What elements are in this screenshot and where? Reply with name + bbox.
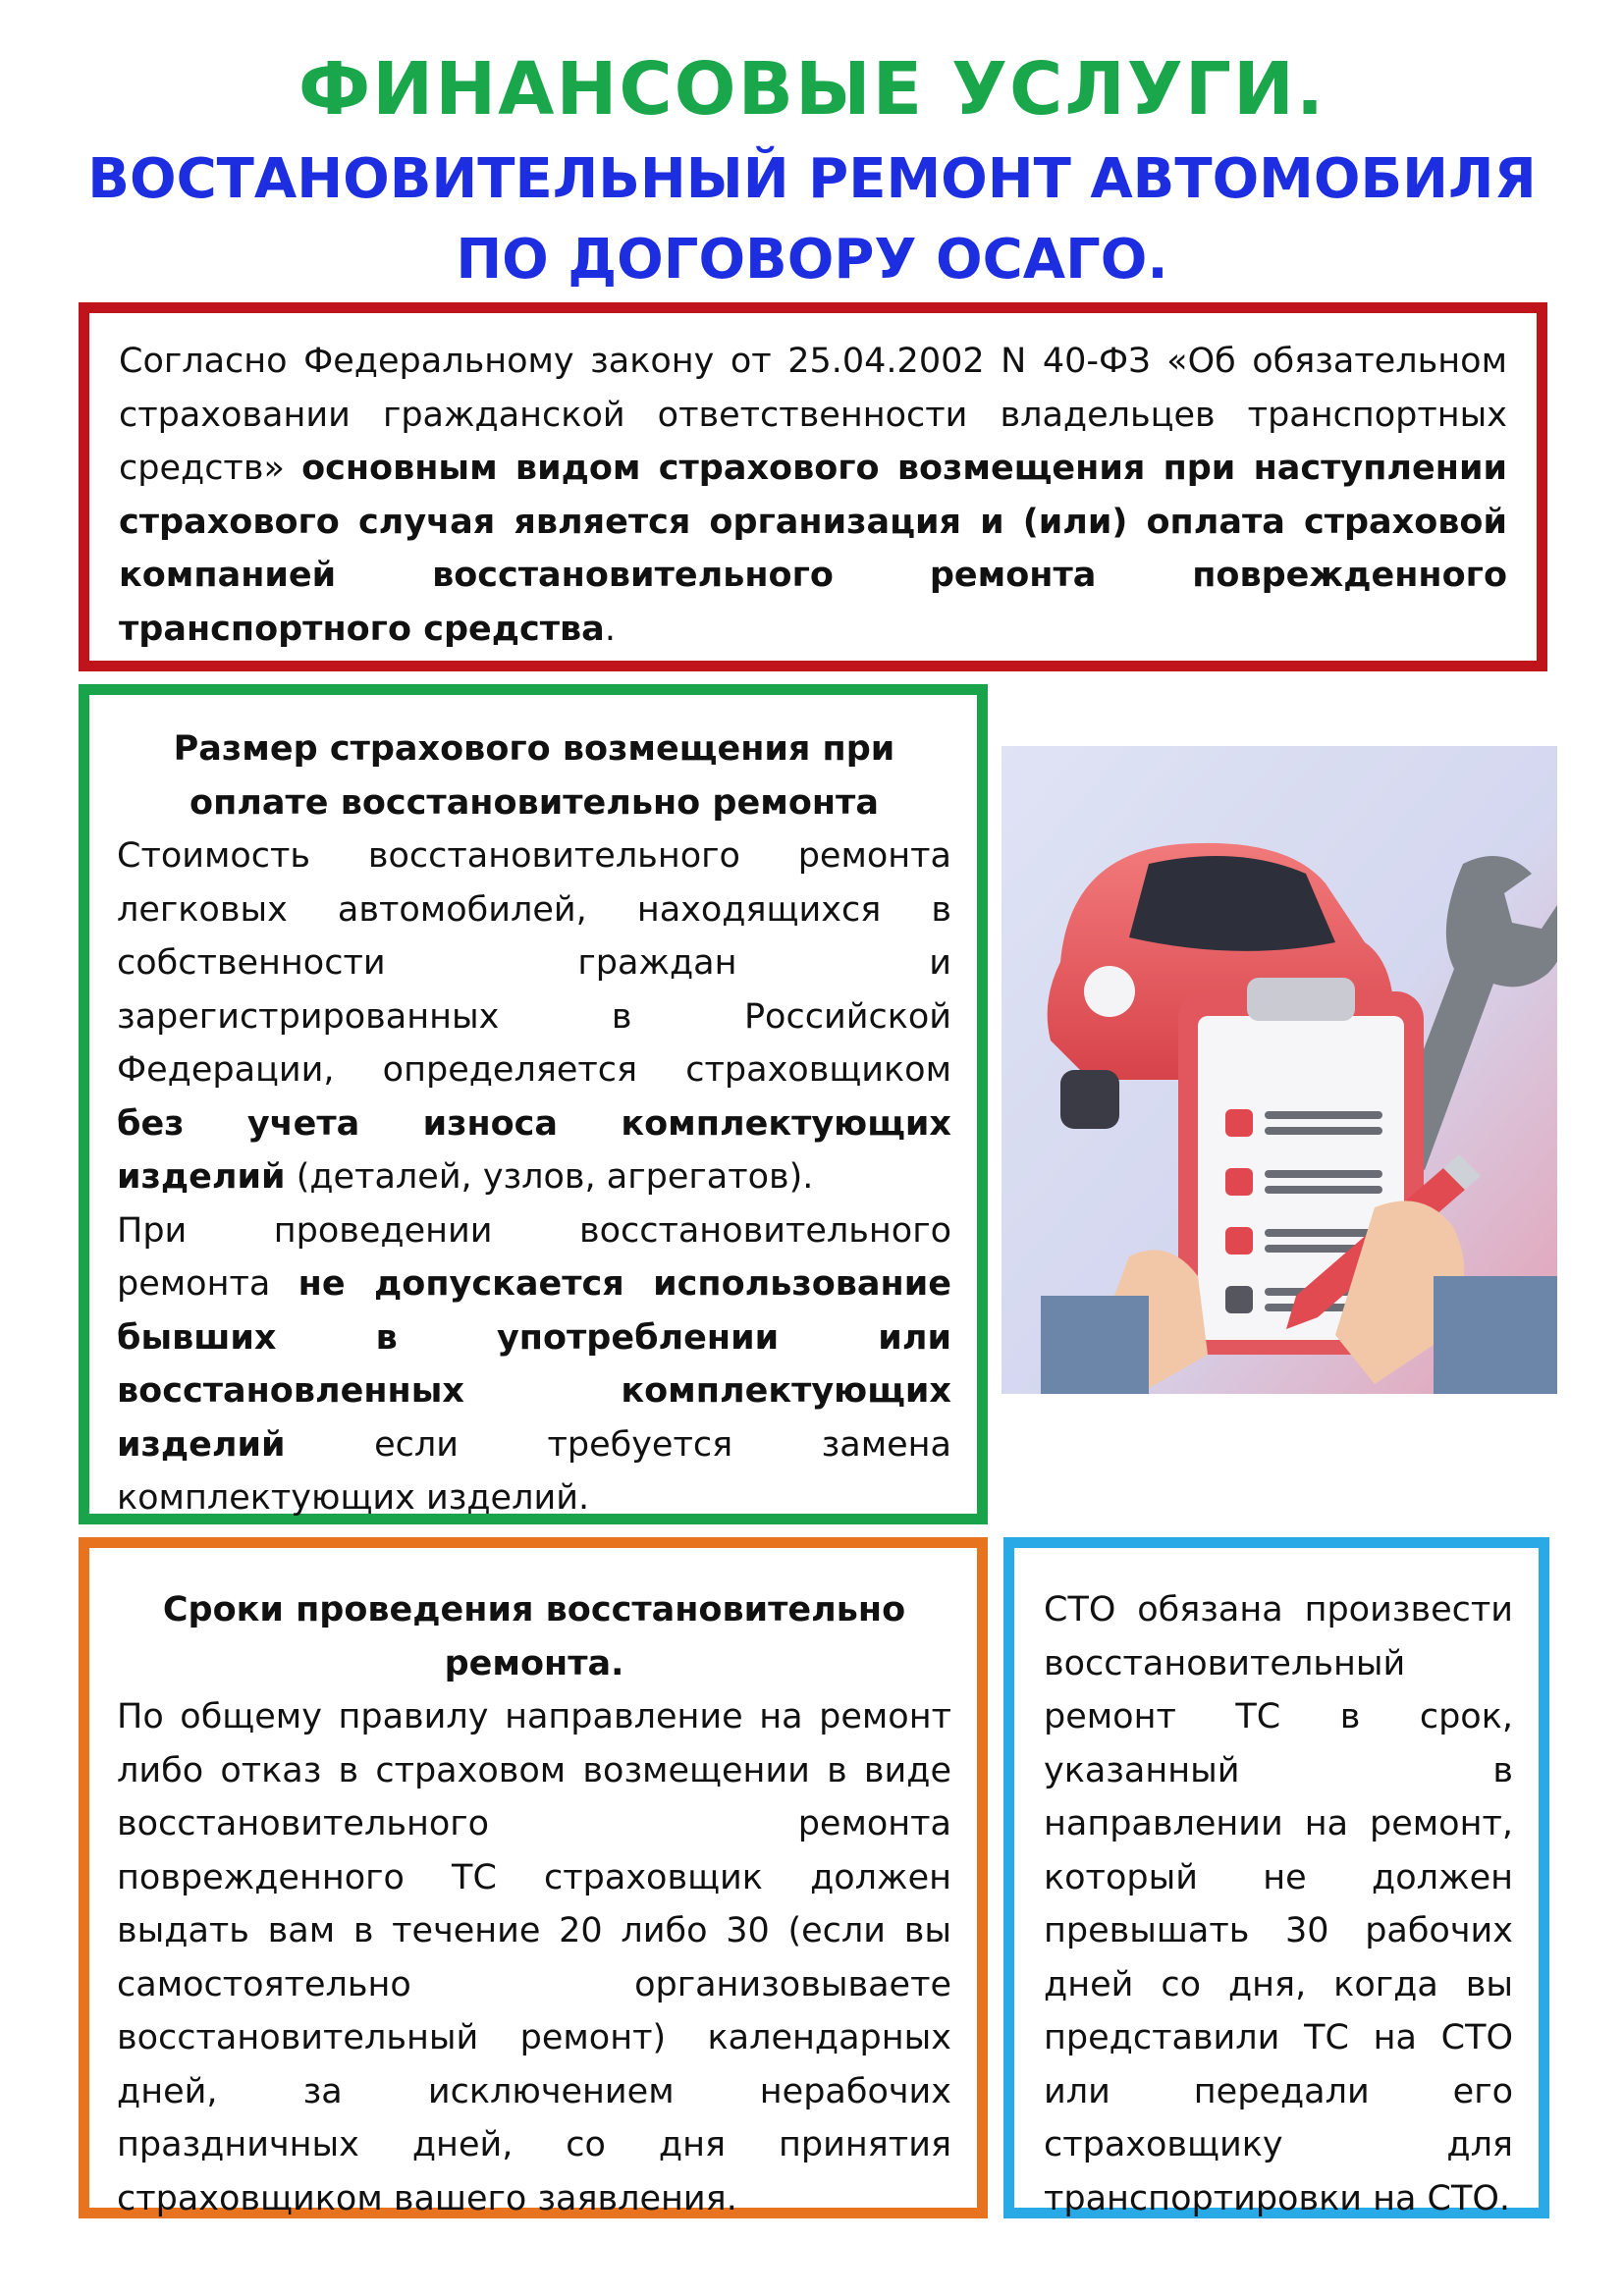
intro-text xyxy=(119,335,1507,656)
intro-text-end: . xyxy=(604,609,616,649)
compensation-paragraph-1 xyxy=(117,829,951,1204)
sto-text: СТО обязана произвести восстановительный ремонт ТС в срок, указанный в направлении на ремонт, который не должен превышать 30 рабочих дней со дня, когда вы представили ТС на СТО или передали его страховщику для транспортировки на СТО. xyxy=(1044,1590,1513,2218)
intro-text-plain: Согласно Федеральному закону от 25.04.2002 N 40-ФЗ «Об обязательном страховании гражданской ответственности владельцев транспортных средств» xyxy=(119,342,1507,488)
repair-illustration xyxy=(1001,746,1557,1394)
deadlines-text: По общему правилу направление на ремонт либо отказ в страховом возмещении в виде восстановительного ремонта поврежденного ТС страховщик должен выдать вам в течение 20 либо 30 (если вы самостоятельно организовываете восстановительный ремонт) календарных дней, за исключением нерабочих праздничных дней, со дня принятия страховщиком вашего заявления. xyxy=(117,1697,951,2218)
sto-box xyxy=(1003,1537,1549,2218)
compensation-p1-bold: без учета износа комплектующих изделий xyxy=(117,1103,951,1197)
compensation-p2-bold: не допускается использование бывших в употреблении или восстановленных комплектующих изделий xyxy=(117,1264,951,1465)
page-title: ФИНАНСОВЫЕ УСЛУГИ. xyxy=(298,47,1326,132)
intro-text-bold: основным видом страхового возмещения при наступлении страхового случая является организация и (или) оплата страховой компанией восстановительного ремонта поврежденного транспортного средства xyxy=(119,449,1508,649)
deadlines-box xyxy=(79,1537,988,2218)
compensation-heading: Размер страхового возмещения при оплате восстановительно ремонта xyxy=(173,729,895,823)
compensation-paragraph-2 xyxy=(117,1204,951,1525)
compensation-p2-plain: При проведении восстановительного ремонта xyxy=(117,1210,951,1304)
intro-box xyxy=(79,302,1547,671)
deadlines-heading: Сроки проведения восстановительно ремонта. xyxy=(162,1590,906,1683)
compensation-p2-end: если требуется замена комплектующих изделий. xyxy=(117,1424,951,1518)
compensation-box xyxy=(79,684,988,1524)
compensation-p1-plain: Стоимость восстановительного ремонта легковых автомобилей, находящихся в собственности граждан и зарегистрированных в Российской Федерации, определяется страховщиком xyxy=(117,836,951,1090)
page-subtitle: ВОСТАНОВИТЕЛЬНЫЙ РЕМОНТ АВТОМОБИЛЯ ПО ДОГОВОРУ ОСАГО. xyxy=(87,147,1537,292)
compensation-p1-end: (деталей, узлов, агрегатов). xyxy=(285,1157,814,1197)
